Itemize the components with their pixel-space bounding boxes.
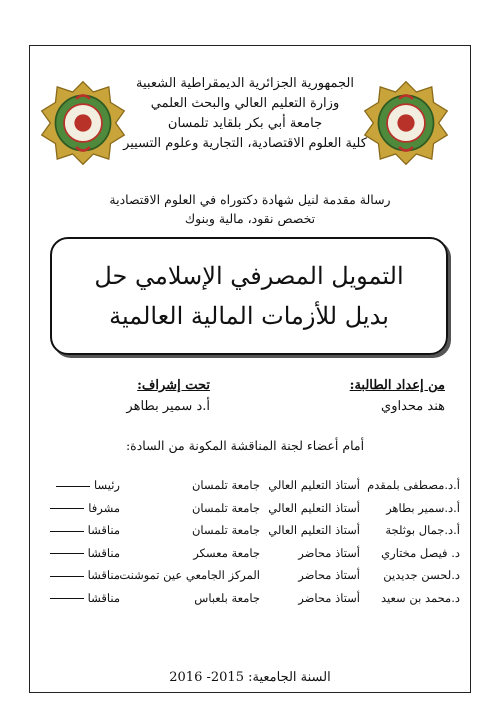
member-institution: المركز الجامعي عين تموشنت [119, 568, 260, 582]
thesis-title-box [50, 237, 448, 355]
member-institution: جامعة تلمسان [191, 478, 260, 492]
member-rank: أستاذ التعليم العالي [268, 500, 360, 515]
author-block [350, 376, 445, 418]
committee-list [40, 478, 460, 613]
committee-intro: أمام أعضاء لجنة المناقشة المكونة من السادة: [125, 438, 365, 453]
committee-row [40, 546, 460, 569]
member-institution: جامعة معسكر [193, 545, 260, 560]
member-institution: جامعة تلمسان [191, 500, 260, 515]
committee-row [40, 501, 460, 524]
faculty-line: كلية العلوم الاقتصادية، التجارية وعلوم التسيير [123, 136, 367, 151]
ministry-line: وزارة التعليم العالي والبحث العلمي [150, 96, 340, 111]
member-rank: أستاذ محاضر [298, 590, 360, 605]
committee-row [40, 478, 460, 501]
member-role: مناقشا [50, 568, 120, 582]
member-name: أ.د.مصطفى بلمقدم [367, 478, 460, 492]
supervisor-name: أ.د سمير بطاهر [126, 399, 210, 414]
thesis-title: التمويل المصرفي الإسلامي حل بديل للأزمات المالية العالمية [94, 262, 404, 330]
committee-row [40, 568, 460, 591]
committee-row [40, 523, 460, 546]
member-role: مشرفا [50, 501, 120, 515]
member-rank: أستاذ محاضر [298, 568, 360, 582]
member-name: د.لحسن جديدين [383, 568, 460, 582]
member-role: مناقشا [50, 523, 120, 537]
member-rank: أستاذ التعليم العالي [268, 523, 360, 537]
author-name: هند محداوي [381, 399, 445, 414]
university-emblem-icon [40, 80, 126, 166]
member-role: رئيسا [56, 478, 120, 492]
specialty-line: تخصص نقود، مالية وبنوك [184, 211, 316, 226]
member-rank: أستاذ التعليم العالي [268, 478, 360, 492]
member-name: أ.د.سمير بطاهر [386, 500, 460, 515]
committee-row [40, 591, 460, 614]
institution-header [120, 74, 370, 154]
republic-line: الجمهورية الجزائرية الديمقراطية الشعبية [136, 76, 354, 91]
thesis-description [80, 190, 420, 228]
supervisor-block [80, 376, 210, 418]
member-name: د.محمد بن سعيد [380, 590, 460, 605]
member-role: مناقشا [50, 591, 120, 605]
member-institution: جامعة تلمسان [191, 523, 260, 537]
university-line: جامعة أبي بكر بلقايد تلمسان [167, 116, 323, 131]
supervisor-heading: تحت إشراف: [137, 378, 210, 393]
member-name: أ.د.جمال بوثلجة [385, 523, 460, 537]
author-heading: من إعداد الطالبة: [349, 378, 445, 393]
member-institution: جامعة بلعباس [194, 590, 260, 605]
member-role: مناقشا [50, 546, 120, 560]
member-rank: أستاذ محاضر [298, 545, 360, 560]
academic-year: السنة الجامعية: 2015- 2016 [169, 670, 331, 685]
university-emblem-icon [363, 80, 449, 166]
member-name: د. فيصل مختاري [381, 545, 460, 560]
degree-line: رسالة مقدمة لنيل شهادة دكتوراه في العلوم الاقتصادية [109, 192, 391, 207]
